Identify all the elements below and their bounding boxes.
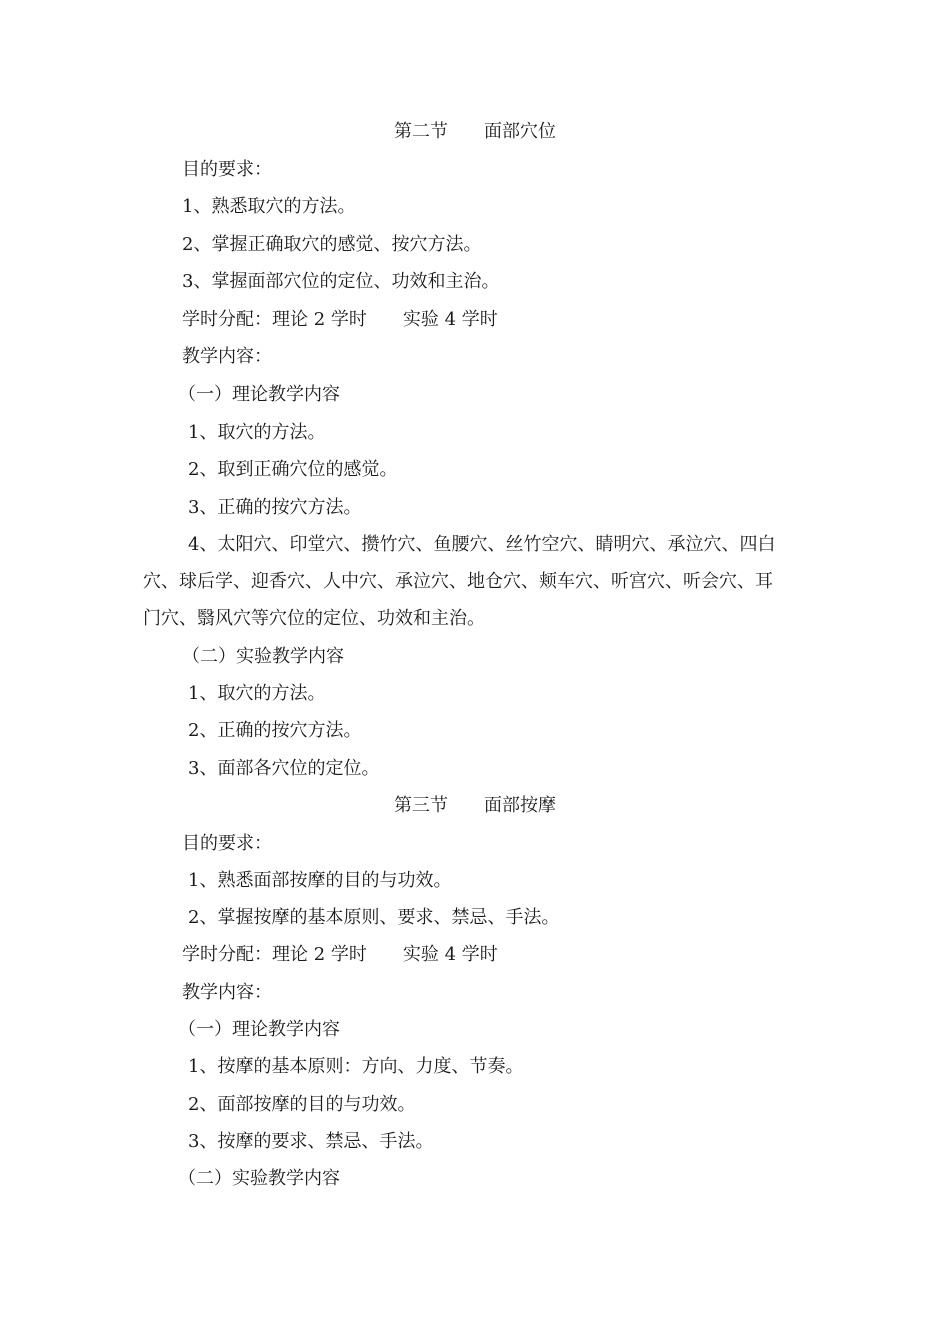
section-3-content-label: 教学内容： <box>182 982 272 1003</box>
section-3-goal-item: 2、掌握按摩的基本原则、要求、禁忌、手法。 <box>188 907 560 928</box>
section-2-theory-label: （一）理论教学内容 <box>178 384 340 405</box>
section-3-theory-item: 3、按摩的要求、禁忌、手法。 <box>188 1131 434 1152</box>
section-2-title: 第二节 面部穴位 <box>394 121 556 142</box>
section-3-goal-label: 目的要求： <box>182 833 272 854</box>
section-2-theory-item: 1、取穴的方法。 <box>188 422 326 443</box>
section-2-content-label: 教学内容： <box>182 346 272 367</box>
section-2-goal-item: 3、掌握面部穴位的定位、功效和主治。 <box>182 271 500 292</box>
section-3-hours: 学时分配：理论 2 学时 实验 4 学时 <box>182 944 498 965</box>
section-2-lab-label: （二）实验教学内容 <box>182 646 344 667</box>
section-3-theory-item: 2、面部按摩的目的与功效。 <box>188 1094 416 1115</box>
section-2-goal-item: 2、掌握正确取穴的感觉、按穴方法。 <box>182 234 482 255</box>
section-2-theory-item: 3、正确的按穴方法。 <box>188 497 362 518</box>
section-2-hours: 学时分配：理论 2 学时 实验 4 学时 <box>182 309 498 330</box>
section-2-theory-item-4-line: 门穴、翳风穴等穴位的定位、功效和主治。 <box>143 608 485 629</box>
section-3-title: 第三节 面部按摩 <box>394 795 556 816</box>
section-2-lab-item: 3、面部各穴位的定位。 <box>188 758 380 779</box>
section-3-theory-item: 1、按摩的基本原则：方向、力度、节奏。 <box>188 1056 524 1077</box>
section-2-theory-item-4-line: 穴、球后学、迎香穴、人中穴、承泣穴、地仓穴、颊车穴、听宫穴、听会穴、耳 <box>143 571 773 592</box>
section-3-goal-item: 1、熟悉面部按摩的目的与功效。 <box>188 870 452 891</box>
section-2-theory-item: 2、取到正确穴位的感觉。 <box>188 459 398 480</box>
section-2-goal-item: 1、熟悉取穴的方法。 <box>182 196 356 217</box>
section-2-lab-item: 2、正确的按穴方法。 <box>188 720 362 741</box>
section-2-theory-item-4-line: 4、太阳穴、印堂穴、攒竹穴、鱼腰穴、丝竹空穴、睛明穴、承泣穴、四白 <box>188 534 776 555</box>
section-3-lab-label: （二）实验教学内容 <box>178 1168 340 1189</box>
section-3-theory-label: （一）理论教学内容 <box>178 1019 340 1040</box>
section-2-goal-label: 目的要求： <box>182 159 272 180</box>
section-2-lab-item: 1、取穴的方法。 <box>188 683 326 704</box>
